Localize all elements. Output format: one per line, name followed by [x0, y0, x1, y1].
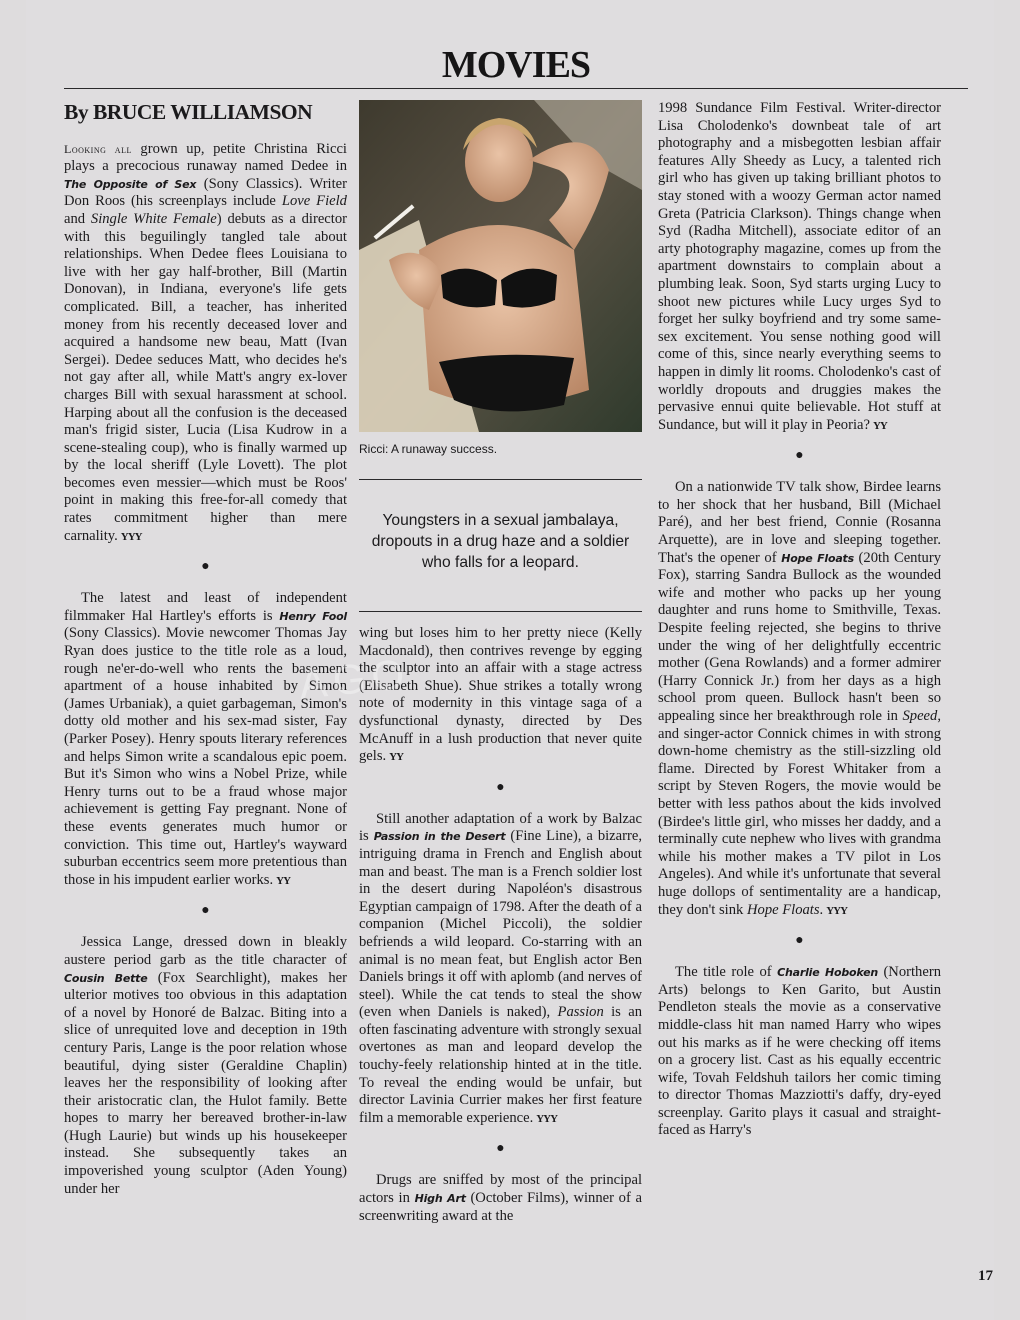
- section-title: MOVIES: [441, 44, 591, 86]
- film-title: The Opposite of Sex: [64, 177, 197, 191]
- review-text: (October Films), winner of a screenwriting award at the: [359, 1190, 643, 1224]
- review-text: (Sony Classics). Writer Don Roos (his screenplays include: [64, 175, 348, 210]
- film-title: Charlie Hoboken: [777, 966, 878, 980]
- review-high-art-continued: [658, 100, 941, 435]
- photo-ricci: [359, 100, 642, 432]
- film-title: Henry Fool: [279, 609, 347, 623]
- rating-bunnies: YY: [872, 419, 887, 432]
- rating-bunnies: YYY: [826, 904, 848, 917]
- rating-bunnies: YY: [276, 874, 291, 887]
- photo-caption: Ricci: A runaway success.: [359, 442, 498, 456]
- review-charlie-hoboken: [658, 964, 941, 1140]
- photo-illustration: [359, 100, 642, 432]
- review-text: grown up, petite Christina Ricci plays a precocious runaway named Dedee in: [64, 140, 347, 175]
- review-text: ) debuts as a director with this beguilingly tangled tale about relationships. When Dedee flees Louisiana to live with her gay half-brother, Bill (Martin Donovan), in Indiana, everyone's life gets complicated. Bill, a teacher, has inherited money from his recently deceased lover and acquired a handsome new beau, Matt (Ivan Sergei). Dedee seduces Matt, who decides he's not gay after all, while Matt's angry ex-lover charges Bill with sexual harassment at school. Harping about all the confusion is the deceased man's frigid sister, Lucia (Lisa Kudrow in a scene-stealing coup), who is finally warmed up by the local sheriff (Lyle Lovett). The plot becomes even messier—which must be Roos' point in making this free-for-all comedy that rates commitment higher than mere carnality.: [64, 210, 347, 544]
- film-reference: Love Field: [281, 193, 347, 210]
- magazine-page: [26, 0, 994, 1320]
- lead-in: Looking all: [64, 141, 132, 156]
- watermark: AGO: [296, 649, 413, 708]
- separator-dot: ●: [201, 903, 210, 919]
- separator-dot: ●: [201, 559, 210, 575]
- review-text: Jessica Lange, dressed down in bleakly austere period garb as the title character of: [64, 934, 347, 968]
- review-cousin-bette: [64, 934, 347, 1198]
- separator-dot: ●: [795, 448, 804, 464]
- review-text: .: [819, 901, 824, 918]
- byline: By BRUCE WILLIAMSON: [64, 100, 313, 124]
- column-2: [359, 100, 642, 1225]
- review-text: 1998 Sundance Film Festival. Writer-director Lisa Cholodenko's downbeat tale of art photography and a misbegotten lesbian affair features Ally Sheedy as Lucy, a talented rich girl who has given up taking brilliant photos to stay stoned with a woozy German actor named Greta (Patricia Clarkson). Things change when Syd (Radha Mitchell), associate editor of an arty photography magazine, comes up from the apartment downstairs to complain about a plumbing leak. Soon, Syd starts urging Lucy to shoot new pictures while Lucy urges Syd to forget her sulky boyfriend and try some same-sex excitement. You sense nothing good will come of this, since nearly everything seems to happen in dimly lit rooms. Cholodenko's cast of worldly dropouts and druggies makes the pervasive ennui quite believable. Hot stuff at Sundance, but will it play in Peoria?: [658, 100, 941, 433]
- film-reference: Single White Female: [90, 210, 217, 227]
- review-text: (Northern Arts) belongs to Ken Garito, but Austin Pendleton steals the movie as a conservative middle-class hit man named Harry who wipes out his marks as if he were checking off items on a grocery list. Cast as his equally eccentric wife, Tovah Feldshuh tailors her comic timing to director Thomas Mazziotti's daffy, dry-eyed screenplay. Garito plays it casual and straight-faced as Harry's: [658, 964, 941, 1139]
- review-opposite-of-sex: [64, 141, 347, 547]
- rating-bunnies: YYY: [536, 1112, 558, 1125]
- review-cousin-bette-continued: [359, 625, 642, 767]
- review-text: , and singer-actor Connick chimes in with strong down-home chemistry as the still-sizzling old flame. Directed by Forest Whitaker from a script by Steven Rogers, the movie would be better with less pathos about the kids involved (Birdee's little girl, who misses her daddy, and a terminally cute nephew who lives with grandma while his mother makes a TV pilot in Los Angeles). And while it's unfortunate that several huge dollops of sentimentality are a handicap, they don't sink: [658, 708, 941, 918]
- review-henry-fool: [64, 590, 347, 890]
- separator-dot: ●: [795, 933, 804, 949]
- review-text: (Sony Classics). Movie newcomer Thomas Jay Ryan does justice to the title role as a loud, rough ne'er-do-well who rents the basement apartment of a house inhabited by Simon (James Urbaniak), a quiet garbageman, Simon's dotty old mother and his sex-mad sister, Fay (Parker Posey). Henry spouts literary references and helps Simon write a scandalous epic poem. But it's Simon who wins a Nobel Prize, while Henry turns out to be a fraud whose major achievement is getting Fay pregnant. None of these events generates much humor or conviction. This time out, Hartley's wayward suburban eccentrics seem more pretentious than those in his impudent earlier works.: [64, 625, 347, 888]
- review-text: (Fox Searchlight), makes her ulterior motives too obvious in this adaptation of a novel by Honoré de Balzac. Biting into a slice of unrequited love and deception in 19th century Paris, Lange is the poor relation whose beautiful, dying sister (Geraldine Chaplin) leaves her the responsibility of looking after their aristocratic clan, the Hulot family. Bette hopes to marry her bereaved brother-in-law (Hugh Laurie) but winds up his housekeeper instead. She subsequently takes an impoverished young sculptor (Aden Young) under her: [64, 969, 347, 1197]
- review-hope-floats: [658, 479, 941, 920]
- review-text: Still another adaptation of a work by Balzac is: [359, 810, 642, 845]
- review-text: The latest and least of independent filmmaker Hal Hartley's efforts is: [64, 590, 347, 624]
- review-text: On a nationwide TV talk show, Birdee learns to her shock that her husband, Bill (Michael Paré), and her best friend, Connie (Rosanna Arquette), are in love and sleeping together. That's the opener of: [658, 479, 941, 566]
- review-high-art: [359, 1172, 642, 1225]
- rating-bunnies: YY: [389, 751, 404, 764]
- film-title: High Art: [414, 1192, 466, 1206]
- review-text: The title role of: [675, 964, 778, 981]
- rating-bunnies: YYY: [120, 530, 142, 543]
- separator-dot: ●: [496, 1141, 505, 1157]
- review-text: (20th Century Fox), starring Sandra Bullock as the wounded wife and mother who packs up her young daughter and runs home to Smithville, Texas. Despite feeling rejected, she begins to thrive under the wing of her delightfully eccentric mother (Gena Rowlands) and a former admirer (Harry Connick Jr.) from her days as a high school prom queen. Bullock hasn't been so appealing since her breakthrough role in: [658, 549, 941, 724]
- review-text: wing but loses him to her pretty niece (Kelly Macdonald), then contrives revenge by egging the sculptor into an affair with a stage actress (Elisabeth Shue). Shue strikes a totally wrong note of modernity in this vintage saga of a dysfunctional dynasty, directed by Des McAnuff in a lush production that never quite gels.: [359, 625, 642, 765]
- film-reference: Speed: [902, 708, 938, 724]
- separator-dot: ●: [496, 779, 505, 795]
- film-reference: Passion: [557, 1004, 604, 1021]
- film-reference: Hope Floats: [746, 901, 820, 918]
- film-title: Hope Floats: [781, 551, 854, 565]
- film-title: Cousin Bette: [64, 971, 148, 985]
- review-text: is an often fascinating adventure with strongly sexual overtones as man and leopard develop the touchy-feely relationship hinted at in the title. To reveal the ending would be unfair, but director Lavinia Currier makes her first feature film a memorable experience.: [359, 1004, 642, 1126]
- review-text: Drugs are sniffed by most of the principal actors in: [359, 1172, 642, 1207]
- section-title-rule: [64, 88, 968, 89]
- film-title: Passion in the Desert: [373, 830, 506, 844]
- page-number: 17: [978, 1268, 993, 1284]
- column-3: [658, 100, 941, 1140]
- column-1: [64, 100, 347, 1198]
- review-text: (Fine Line), a bizarre, intriguing drama in French and English about man and beast. The man is a French soldier lost in the desert during Napoléon's disastrous Egyptian campaign of 1798. After the death of a companion (Michel Piccoli), the soldier befriends a wild leopard. Co-starring with an animal is no mean feat, but English actor Ben Daniels brings it off with aplomb (and nerves of steel). While the cat tends to steal the show (even when Daniels is naked),: [359, 828, 642, 1021]
- review-text: and: [64, 210, 91, 227]
- review-passion-in-the-desert: [359, 811, 642, 1129]
- pull-quote: Youngsters in a sexual jambalaya, dropouts in a drug haze and a soldier who falls for a leopard.: [359, 479, 642, 612]
